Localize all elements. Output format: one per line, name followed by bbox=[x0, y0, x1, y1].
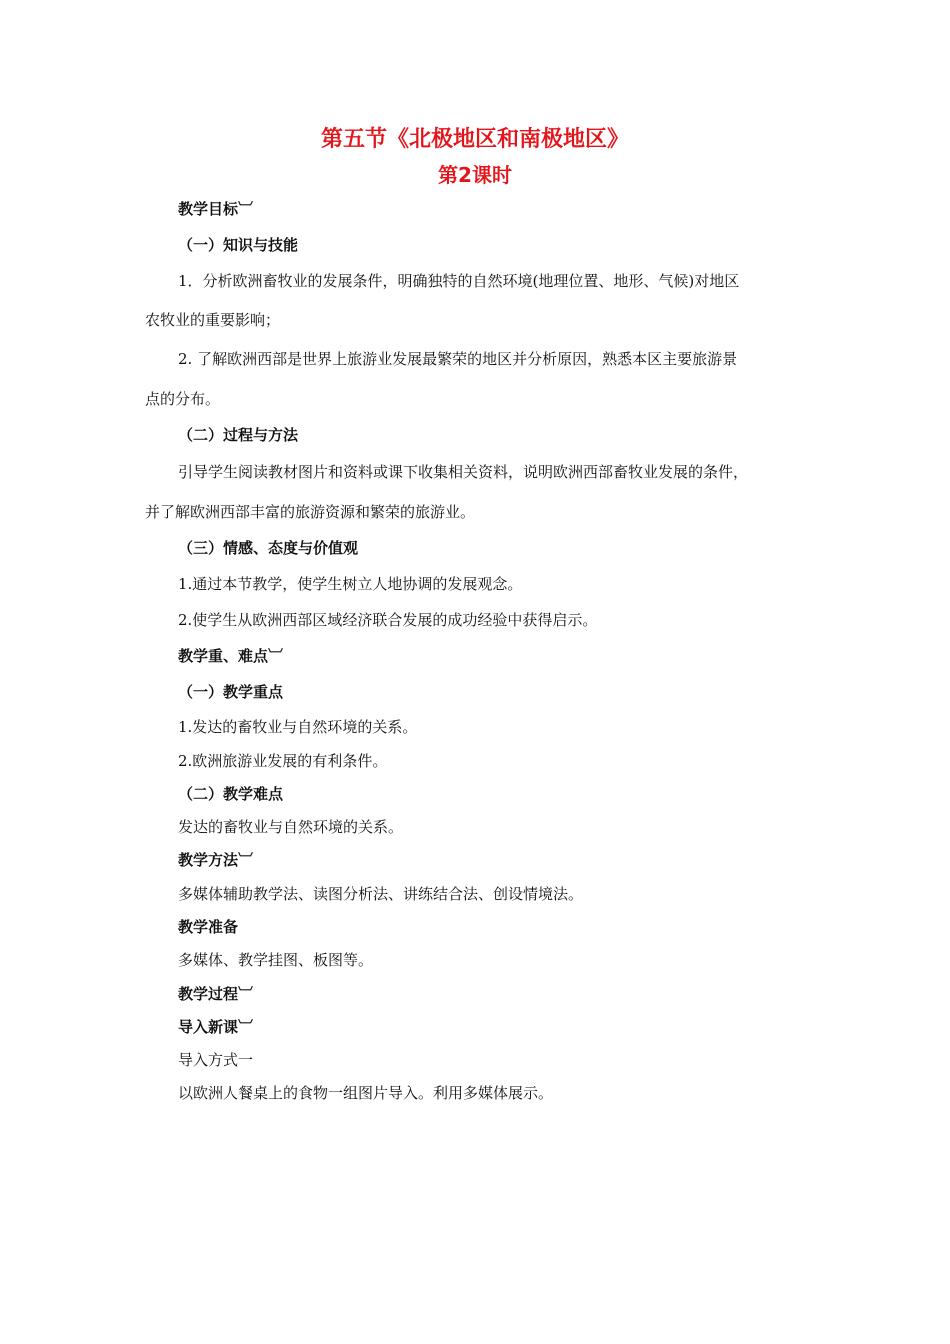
document-title: 第五节《北极地区和南极地区》 bbox=[320, 127, 629, 152]
paragraph-line: 以欧洲人餐桌上的食物一组图片导入。利用多媒体展示。 bbox=[178, 1084, 554, 1102]
paragraph-line: 1．分析欧洲畜牧业的发展条件，明确独特的自然环境(地理位置、地形、气候)对地区 bbox=[178, 272, 740, 290]
paragraph-line: 并了解欧洲西部丰富的旅游资源和繁荣的旅游业。 bbox=[145, 503, 476, 521]
section-heading: 教学过程︺ bbox=[178, 985, 254, 1003]
document-subtitle: 第2课时 bbox=[438, 163, 512, 187]
paragraph-line: 1.通过本节教学，使学生树立人地协调的发展观念。 bbox=[178, 575, 523, 593]
paragraph-line: 农牧业的重要影响； bbox=[145, 311, 281, 329]
paragraph-line: 引导学生阅读教材图片和资料或课下收集相关资料，说明欧洲西部畜牧业发展的条件， bbox=[178, 463, 749, 481]
section-heading: 教学目标︺ bbox=[178, 200, 254, 218]
paragraph-line: 2.欧洲旅游业发展的有利条件。 bbox=[178, 752, 388, 770]
section-heading: 教学准备 bbox=[178, 918, 239, 936]
subsection-heading: （二）教学难点 bbox=[178, 785, 284, 803]
paragraph-line: 2. 了解欧洲西部是世界上旅游业发展最繁荣的地区并分析原因，熟悉本区主要旅游景 bbox=[178, 350, 738, 368]
section-heading: 教学方法︺ bbox=[178, 851, 254, 869]
paragraph-line: 导入方式一 bbox=[178, 1051, 254, 1069]
paragraph-line: 1.发达的畜牧业与自然环境的关系。 bbox=[178, 718, 418, 736]
section-heading: 教学重、难点︺ bbox=[178, 647, 284, 665]
paragraph-line: 2.使学生从欧洲西部区域经济联合发展的成功经验中获得启示。 bbox=[178, 611, 598, 629]
paragraph-line: 多媒体辅助教学法、读图分析法、讲练结合法、创设情境法。 bbox=[178, 885, 584, 903]
paragraph-line: 点的分布。 bbox=[145, 390, 221, 408]
section-heading: 导入新课︺ bbox=[178, 1018, 254, 1036]
subsection-heading: （二）过程与方法 bbox=[178, 426, 299, 444]
paragraph-line: 发达的畜牧业与自然环境的关系。 bbox=[178, 818, 404, 836]
subsection-heading: （一）教学重点 bbox=[178, 683, 284, 701]
subsection-heading: （三）情感、态度与价值观 bbox=[178, 539, 359, 557]
paragraph-line: 多媒体、教学挂图、板图等。 bbox=[178, 951, 374, 969]
subsection-heading: （一）知识与技能 bbox=[178, 236, 299, 254]
